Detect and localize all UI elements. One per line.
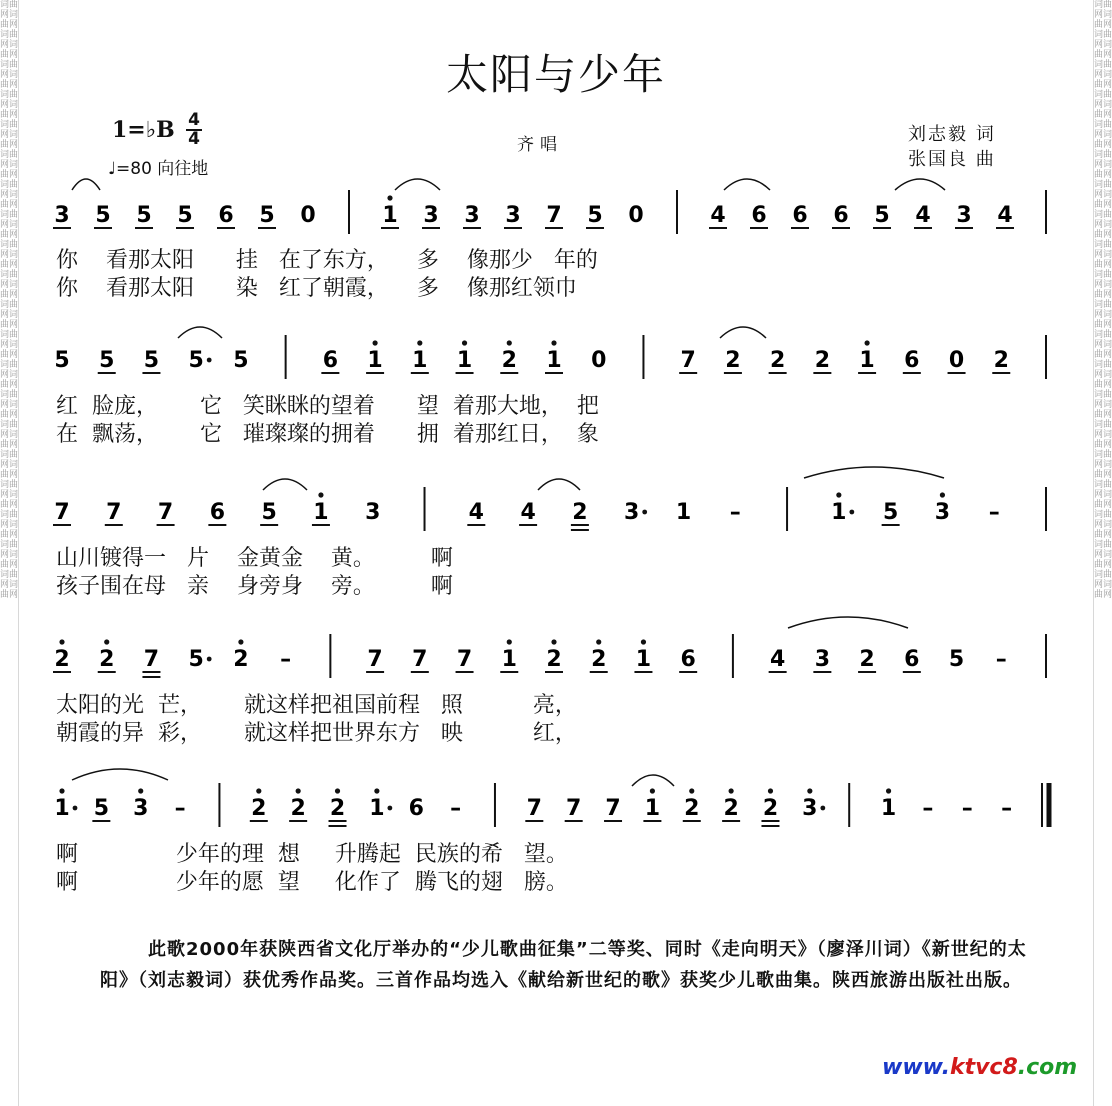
note: 3	[624, 500, 640, 525]
note: 3	[814, 647, 831, 672]
augmentation-dot	[207, 358, 212, 363]
note: –	[1001, 796, 1013, 821]
high-octave-dot	[689, 788, 694, 793]
augmentation-dot	[207, 657, 212, 662]
high-octave-dot	[59, 639, 64, 644]
high-octave-dot	[507, 340, 512, 345]
high-octave-dot	[138, 788, 143, 793]
note: 2	[233, 647, 249, 672]
note: 7	[456, 647, 473, 672]
note: 3	[365, 500, 381, 525]
note: 5	[136, 203, 152, 228]
note: 7	[143, 647, 160, 672]
note: 4	[468, 500, 484, 525]
note: 4	[915, 203, 931, 228]
note: 2	[572, 500, 588, 525]
lyric-line: 孩子围在母 亲 身旁身 旁。 啊	[56, 574, 453, 599]
note: 2	[859, 647, 875, 672]
slur	[804, 467, 944, 478]
note: 1	[412, 348, 428, 373]
note: 5	[259, 203, 275, 228]
note: 1	[546, 348, 562, 373]
high-octave-dot	[729, 788, 734, 793]
note: 5	[587, 203, 603, 228]
note: 4	[520, 500, 536, 525]
note: 1	[456, 348, 473, 373]
slur	[72, 769, 168, 780]
note: 2	[54, 647, 70, 672]
note: 1	[644, 796, 661, 821]
meter-top: 4	[188, 110, 200, 130]
note: –	[280, 647, 292, 672]
lyric-line: 朝霞的异 彩， 就这样把世界东方 映 红，	[56, 721, 577, 746]
meter-bottom: 4	[188, 129, 200, 149]
note: 6	[833, 203, 849, 228]
note: –	[922, 796, 934, 821]
note: 1	[369, 796, 385, 821]
note: 2	[723, 796, 739, 821]
note: –	[450, 796, 462, 821]
lyric-line: 太阳的光 芒， 就这样把祖国前程 照 亮，	[56, 693, 577, 718]
slur	[395, 179, 440, 190]
note: 4	[997, 203, 1013, 228]
note: 3	[133, 796, 149, 821]
lyric-line: 山川镀得一 片 金黄金 黄。 啊	[56, 546, 453, 571]
high-octave-dot	[836, 492, 841, 497]
note: 1	[367, 348, 383, 373]
note: –	[995, 647, 1007, 672]
note: 2	[684, 796, 700, 821]
tempo-marking: ♩=80 向往地	[108, 159, 209, 179]
high-octave-dot	[807, 788, 812, 793]
note: 6	[322, 348, 339, 373]
high-octave-dot	[335, 788, 340, 793]
high-octave-dot	[374, 788, 379, 793]
note: 0	[591, 348, 607, 373]
high-octave-dot	[886, 788, 891, 793]
high-octave-dot	[551, 639, 556, 644]
note: 0	[948, 348, 965, 373]
note: 5	[233, 348, 249, 373]
note: 3	[505, 203, 521, 228]
note: 6	[792, 203, 808, 228]
note: 5	[948, 647, 965, 672]
note: 2	[762, 796, 779, 821]
note: 7	[680, 348, 696, 373]
note: 7	[106, 500, 122, 525]
note: –	[729, 500, 741, 525]
augmentation-dot	[387, 806, 392, 811]
note: 2	[769, 348, 786, 373]
note: 0	[628, 203, 644, 228]
note: 1	[831, 500, 847, 525]
slur	[632, 775, 674, 786]
lyric-line: 在 飘荡， 它 璀璨璨的拥着 拥 着那红日， 象	[56, 422, 599, 447]
performance-mode: 齐唱	[517, 135, 563, 155]
high-octave-dot	[372, 340, 377, 345]
augmentation-dot	[849, 510, 854, 515]
note: 2	[99, 647, 115, 672]
note: 2	[591, 647, 607, 672]
slur	[538, 479, 580, 490]
high-octave-dot	[238, 639, 243, 644]
note: 7	[367, 647, 383, 672]
slur	[724, 179, 770, 190]
watermark-right: 词曲网词曲网词曲网词曲网词曲网词曲网词曲网词曲网词曲网词曲网词曲网词曲网词曲网词曲网词曲网词曲网词曲网词曲网词曲网词曲网词曲网词曲网词曲网词曲网词曲网词曲网词曲网词曲网词曲网词曲网词曲网词曲网词曲网词曲网词曲网词曲网词曲网词曲网词曲网词曲网	[1093, 0, 1112, 1106]
note: –	[988, 500, 1000, 525]
high-octave-dot	[318, 492, 323, 497]
note: 1	[880, 796, 897, 821]
note: 5	[93, 796, 110, 821]
high-octave-dot	[641, 639, 646, 644]
lyric-line: 红 脸庞， 它 笑眯眯的望着 望 着那大地， 把	[56, 394, 599, 419]
note: 1	[859, 348, 875, 373]
lyric-line: 啊 少年的理 想 升腾起 民族的希 望。	[56, 842, 568, 867]
site-logo: www.ktvc8.com	[882, 1055, 1078, 1080]
note: 7	[546, 203, 562, 228]
lyric-line: 你 看那太阳 染 红了朝霞， 多 像那红领巾	[56, 276, 577, 301]
note: 5	[874, 203, 890, 228]
note: 3	[423, 203, 439, 228]
note: 3	[464, 203, 480, 228]
note: 2	[814, 348, 831, 373]
note: 7	[54, 500, 70, 525]
note: 6	[408, 796, 424, 821]
slur	[263, 479, 307, 490]
note: 5	[188, 647, 204, 672]
slur	[720, 327, 766, 338]
note: 1	[675, 500, 692, 525]
note: 2	[725, 348, 741, 373]
song-title: 太阳与少年	[445, 50, 666, 99]
high-octave-dot	[387, 195, 392, 200]
augmentation-dot	[642, 510, 647, 515]
note: 1	[313, 500, 329, 525]
note: 7	[605, 796, 621, 821]
note: –	[174, 796, 186, 821]
note: 6	[680, 647, 696, 672]
note: 5	[177, 203, 193, 228]
high-octave-dot	[768, 788, 773, 793]
key-signature: 1=♭B	[112, 117, 175, 143]
note: 7	[526, 796, 542, 821]
slur	[895, 179, 945, 190]
high-octave-dot	[650, 788, 655, 793]
augmentation-dot	[820, 806, 825, 811]
lyric-line: 啊 少年的愿 望 化作了 腾飞的翅 膀。	[56, 870, 568, 895]
high-octave-dot	[104, 639, 109, 644]
high-octave-dot	[462, 340, 467, 345]
note: 1	[54, 796, 70, 821]
note: 1	[382, 203, 398, 228]
watermark-left: 词曲网词曲网词曲网词曲网词曲网词曲网词曲网词曲网词曲网词曲网词曲网词曲网词曲网词曲网词曲网词曲网词曲网词曲网词曲网词曲网词曲网词曲网词曲网词曲网词曲网词曲网词曲网词曲网词曲网词曲网词曲网词曲网词曲网词曲网词曲网词曲网词曲网词曲网词曲网词曲网	[0, 0, 19, 1106]
note: 0	[300, 203, 316, 228]
note: 2	[993, 348, 1009, 373]
note: 6	[904, 348, 920, 373]
high-octave-dot	[296, 788, 301, 793]
note: –	[961, 796, 973, 821]
note: 6	[218, 203, 234, 228]
slur	[788, 617, 908, 628]
slur	[72, 179, 100, 190]
note: 3	[956, 203, 972, 228]
note: 3	[934, 500, 951, 525]
note: 5	[54, 348, 70, 373]
note: 7	[412, 647, 428, 672]
note: 4	[769, 647, 786, 672]
note: 2	[290, 796, 306, 821]
footnote: 此歌2000年获陕西省文化厅举办的“少儿歌曲征集”二等奖、同时《走向明天》（廖泽川词）《新世纪的太阳》（刘志毅词）获优秀作品奖。三首作品均选入《献给新世纪的歌》获奖少儿歌曲集。陕西旅游出版社出版。	[100, 939, 1027, 991]
high-octave-dot	[417, 340, 422, 345]
high-octave-dot	[596, 639, 601, 644]
note: 1	[501, 647, 517, 672]
note: 5	[99, 348, 115, 373]
note: 6	[904, 647, 920, 672]
note: 3	[54, 203, 70, 228]
high-octave-dot	[59, 788, 64, 793]
note: 5	[143, 348, 160, 373]
note: 5	[261, 500, 277, 525]
high-octave-dot	[940, 492, 945, 497]
note: 2	[546, 647, 562, 672]
lyric-line: 你 看那太阳 挂 在了东方， 多 像那少 年的	[56, 248, 598, 273]
note: 7	[157, 500, 174, 525]
note: 6	[209, 500, 226, 525]
note: 2	[501, 348, 517, 373]
note: 3	[802, 796, 818, 821]
slur	[178, 327, 222, 338]
note: 1	[635, 647, 652, 672]
note: 5	[188, 348, 204, 373]
high-octave-dot	[864, 340, 869, 345]
note: 2	[251, 796, 267, 821]
composer-credit: 张国良 曲	[908, 149, 996, 170]
note: 6	[751, 203, 767, 228]
high-octave-dot	[551, 340, 556, 345]
note: 5	[95, 203, 111, 228]
note: 7	[566, 796, 582, 821]
note: 4	[710, 203, 726, 228]
augmentation-dot	[73, 806, 78, 811]
note: 2	[329, 796, 346, 821]
high-octave-dot	[256, 788, 261, 793]
high-octave-dot	[507, 639, 512, 644]
note: 5	[882, 500, 899, 525]
lyricist-credit: 刘志毅 词	[908, 124, 996, 145]
